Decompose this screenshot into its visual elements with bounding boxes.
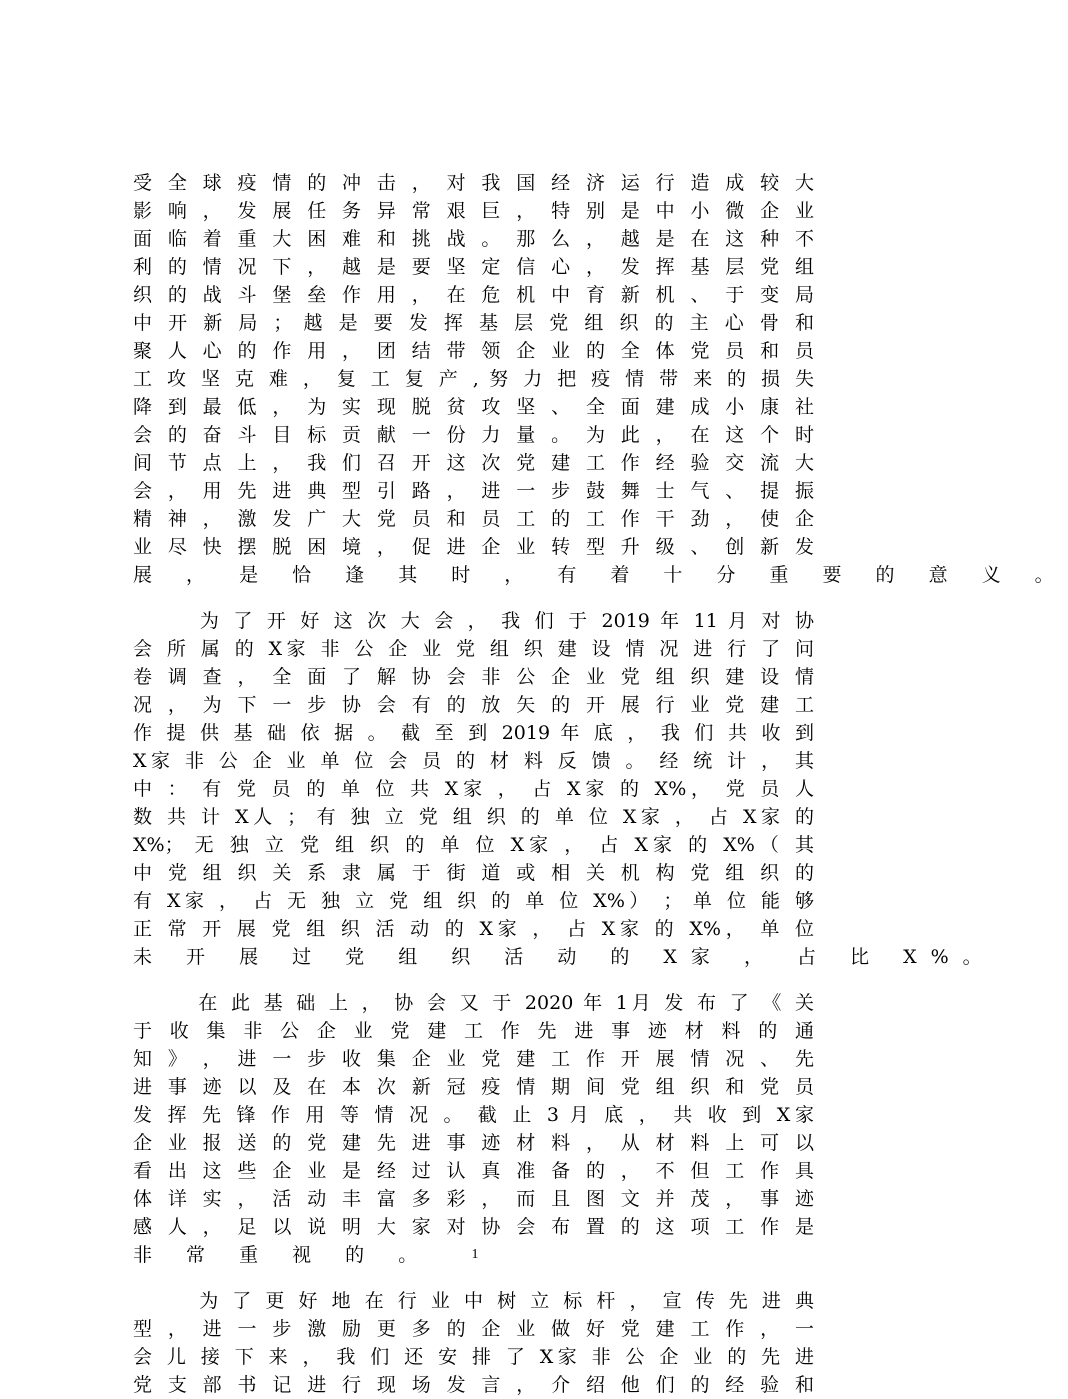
- text-line: 党 支 部 书 记 进 行 现 场 发 言 ， 介 绍 他 们 的 经 验 和: [133, 1374, 814, 1396]
- text-line: 降 到 最 低 ， 为 实 现 脱 贫 攻 坚 、 全 面 建 成 小 康 社: [133, 396, 814, 418]
- text-line: 正 常 开 展 党 组 织 活 动 的 X家 ， 占 X家 的 X%， 单 位: [133, 918, 814, 940]
- text-line: 为 了 开 好 这 次 大 会 ， 我 们 于 2019 年 11 月 对 协: [133, 610, 814, 632]
- text-line: 知 》 ， 进 一 步 收 集 企 业 党 建 工 作 开 展 情 况 、 先: [133, 1048, 814, 1070]
- text-line: 展 ， 是 恰 逢 其 时 ， 有 着 十 分 重 要 的 意 义 。: [133, 564, 1068, 586]
- text-line: 于 收 集 非 公 企 业 党 建 工 作 先 进 事 迹 材 料 的 通: [133, 1020, 814, 1042]
- paragraph-2: [133, 607, 996, 971]
- paragraph-1: [133, 169, 1068, 589]
- text-line: 体 详 实 ， 活 动 丰 富 多 彩 ， 而 且 图 文 并 茂 ， 事 迹: [133, 1188, 814, 1210]
- page-number: 1: [471, 1247, 479, 1262]
- text-line: 企 业 报 送 的 党 建 先 进 事 迹 材 料 ， 从 材 料 上 可 以: [133, 1132, 814, 1154]
- text-line: X%； 无 独 立 党 组 织 的 单 位 X家 ， 占 X家 的 X%（ 其: [133, 834, 814, 856]
- text-line: 织 的 战 斗 堡 垒 作 用 ， 在 危 机 中 育 新 机 、 于 变 局: [133, 284, 814, 306]
- text-line: 型 ， 进 一 步 激 励 更 多 的 企 业 做 好 党 建 工 作 ， 一: [133, 1318, 814, 1340]
- text-line: 卷 调 查 ， 全 面 了 解 协 会 非 公 企 业 党 组 织 建 设 情: [133, 666, 814, 688]
- text-line: 看 出 这 些 企 业 是 经 过 认 真 准 备 的 ， 不 但 工 作 具: [133, 1160, 814, 1182]
- text-line: 会 儿 接 下 来 ， 我 们 还 安 排 了 X家 非 公 企 业 的 先 进: [133, 1346, 814, 1368]
- paragraph-4: [133, 1287, 814, 1399]
- text-line: 进 事 迹 以 及 在 本 次 新 冠 疫 情 期 间 党 组 织 和 党 员: [133, 1076, 814, 1098]
- text-line: X家 非 公 企 业 单 位 会 员 的 材 料 反 馈 。 经 统 计 ， 其: [133, 750, 814, 772]
- text-line: 数 共 计 X人 ； 有 独 立 党 组 织 的 单 位 X家 ， 占 X家 的: [133, 806, 814, 828]
- text-line: 为 了 更 好 地 在 行 业 中 树 立 标 杆 ， 宣 传 先 进 典: [133, 1290, 814, 1312]
- body-text: [133, 169, 1068, 1399]
- text-line: 中 ： 有 党 员 的 单 位 共 X家 ， 占 X家 的 X%， 党 员 人: [133, 778, 814, 800]
- text-line: 中 开 新 局 ； 越 是 要 发 挥 基 层 党 组 织 的 主 心 骨 和: [133, 312, 814, 334]
- text-line: 况 ， 为 下 一 步 协 会 有 的 放 矢 的 开 展 行 业 党 建 工: [133, 694, 814, 716]
- text-line: 影 响 ， 发 展 任 务 异 常 艰 巨 ， 特 别 是 中 小 微 企 业: [133, 200, 814, 222]
- text-line: 利 的 情 况 下 ， 越 是 要 坚 定 信 心 ， 发 挥 基 层 党 组: [133, 256, 814, 278]
- text-line: 发 挥 先 锋 作 用 等 情 况 。 截 止 3 月 底 ， 共 收 到 X家: [133, 1104, 814, 1126]
- text-line: 会 的 奋 斗 目 标 贡 献 一 份 力 量 。 为 此 ， 在 这 个 时: [133, 424, 814, 446]
- text-line: 聚 人 心 的 作 用 ， 团 结 带 领 企 业 的 全 体 党 员 和 员: [133, 340, 814, 362]
- text-line: 受 全 球 疫 情 的 冲 击 ， 对 我 国 经 济 运 行 造 成 较 大: [133, 172, 814, 194]
- text-line: 工 攻 坚 克 难 ， 复 工 复 产 , 努 力 把 疫 情 带 来 的 损 失: [133, 368, 814, 390]
- text-line: 面 临 着 重 大 困 难 和 挑 战 。 那 么 ， 越 是 在 这 种 不: [133, 228, 814, 250]
- text-line: 会 ， 用 先 进 典 型 引 路 ， 进 一 步 鼓 舞 士 气 、 提 振: [133, 480, 814, 502]
- text-line: 感 人 ， 足 以 说 明 大 家 对 协 会 布 置 的 这 项 工 作 是: [133, 1216, 814, 1238]
- text-line: 间 节 点 上 ， 我 们 召 开 这 次 党 建 工 作 经 验 交 流 大: [133, 452, 814, 474]
- text-line: 非 常 重 视 的 。: [133, 1244, 432, 1266]
- text-line: 作 提 供 基 础 依 据 。 截 至 到 2019 年 底 ， 我 们 共 收 到: [133, 722, 814, 744]
- text-line: 会 所 属 的 X家 非 公 企 业 党 组 织 建 设 情 况 进 行 了 问: [133, 638, 814, 660]
- text-line: 未 开 展 过 党 组 织 活 动 的 X家 ， 占 比 X%。: [133, 946, 996, 968]
- text-line: 精 神 ， 激 发 广 大 党 员 和 员 工 的 工 作 干 劲 ， 使 企: [133, 508, 814, 530]
- text-line: 业 尽 快 摆 脱 困 境 ， 促 进 企 业 转 型 升 级 、 创 新 发: [133, 536, 814, 558]
- text-line: 在 此 基 础 上 ， 协 会 又 于 2020 年 1月 发 布 了 《 关: [133, 992, 814, 1014]
- paragraph-3: [133, 989, 814, 1269]
- text-line: 中 党 组 织 关 系 隶 属 于 街 道 或 相 关 机 构 党 组 织 的: [133, 862, 814, 884]
- text-line: 有 X家 ， 占 无 独 立 党 组 织 的 单 位 X%） ； 单 位 能 够: [133, 890, 814, 912]
